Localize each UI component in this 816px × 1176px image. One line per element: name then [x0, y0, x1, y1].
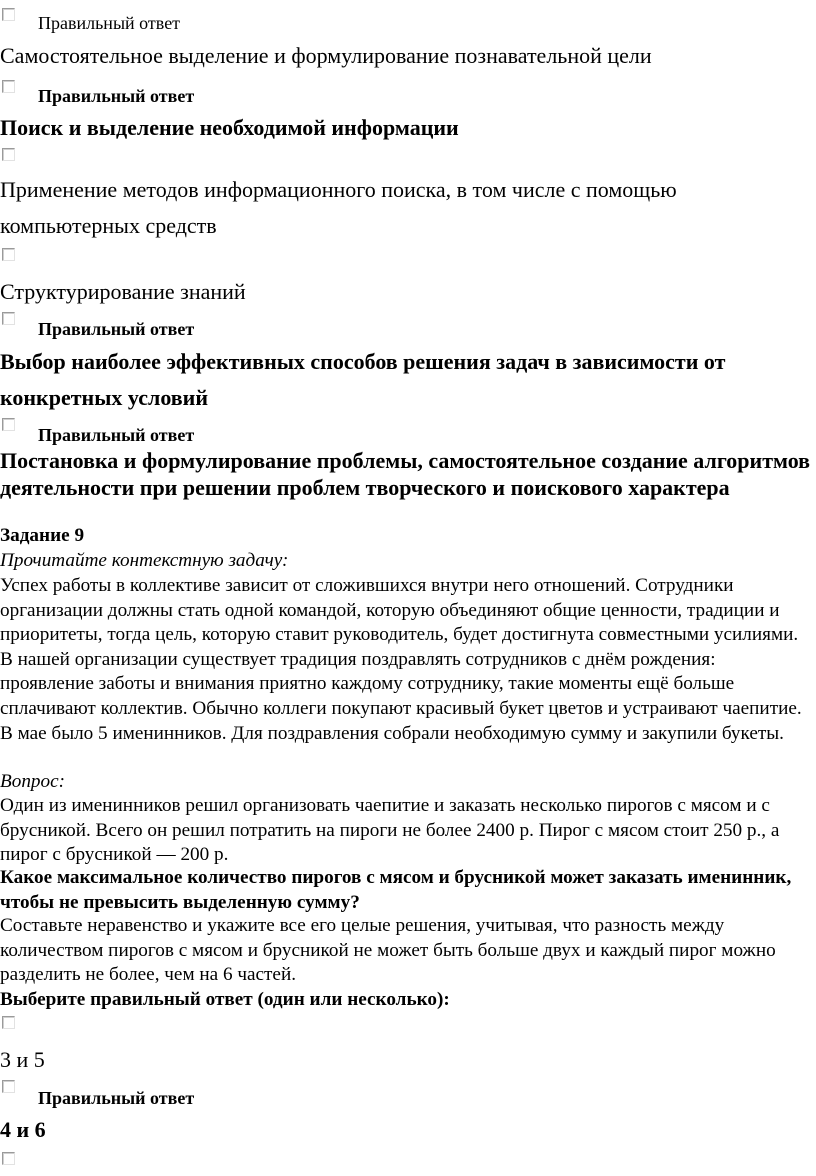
answer-option-text: Выбор наиболее эффективных способов решения задач в зависимости от конкретных условий — [0, 349, 726, 410]
choose-answer-label: Выберите правильный ответ (один или несколько): — [0, 989, 450, 1010]
correct-answer-label: Правильный ответ — [38, 86, 195, 106]
context-text: Успех работы в коллективе зависит от сложившихся внутри него отношений. Сотрудники организации должны стать одной командой, которую объединяют общие ценности, традиции и приоритеты, тогда цель, которую ставит руководитель, будет достигнута совместными усилиями. В нашей организации существует традиция поздравлять сотрудников с днём рождения: проявление заботы и внимания приятно каждому сотруднику, такие моменты ещё больше сплачивают коллектив. Обычно коллеги покупают красивый букет цветов и устраивают чаепитие. В мае было 5 именинников. Для поздравления собрали необходимую сумму и закупили букеты. — [0, 575, 802, 744]
answer-checkbox[interactable] — [2, 1016, 15, 1029]
answer-checkbox[interactable] — [2, 248, 15, 261]
task-title: Задание 9 — [0, 525, 85, 546]
answer-option-text: Постановка и формулирование проблемы, самостоятельное создание алгоритмов деятельности при решении проблем творческого и поискового характера — [0, 448, 811, 500]
answer-option-text: 4 и 6 — [0, 1117, 46, 1142]
answer-option-text: 3 и 5 — [0, 1047, 45, 1072]
instruction-text: Составьте неравенство и укажите все его целые решения, учитывая, что разность между количеством пирогов с мясом и брусникой не может быть больше двух и каждый пирог можно разделить не более, чем на 6 частей. — [0, 915, 776, 986]
correct-answer-label: Правильный ответ — [38, 425, 195, 445]
answer-checkbox[interactable] — [2, 80, 15, 93]
question-text: Один из именинников решил организовать чаепитие и заказать несколько пирогов с мясом и с брусникой. Всего он решил потратить на пироги не более 2400 р. Пирог с мясом стоит 250 р., а пирог с брусникой — 200 р. — [0, 795, 780, 866]
answer-checkbox[interactable] — [2, 418, 15, 431]
question-bold-text: Какое максимальное количество пирогов с мясом и брусникой может заказать именинник, чтобы не превысить выделенную сумму? — [0, 867, 792, 913]
question-label: Вопрос: — [0, 771, 66, 792]
answer-checkbox[interactable] — [2, 148, 15, 161]
correct-answer-label: Правильный ответ — [38, 319, 195, 339]
answer-checkbox[interactable] — [2, 1152, 15, 1165]
answer-checkbox[interactable] — [2, 1080, 15, 1093]
correct-answer-label: Правильный ответ — [38, 13, 181, 33]
answer-option-text: Структурирование знаний — [0, 279, 246, 304]
context-label: Прочитайте контекстную задачу: — [0, 550, 289, 571]
answer-checkbox[interactable] — [2, 8, 15, 21]
answer-checkbox[interactable] — [2, 312, 15, 325]
answer-option-text: Применение методов информационного поиска, в том числе с помощью компьютерных средств — [0, 177, 677, 238]
correct-answer-label: Правильный ответ — [38, 1088, 195, 1108]
answer-option-text: Самостоятельное выделение и формулирование познавательной цели — [0, 43, 652, 68]
answer-option-text: Поиск и выделение необходимой информации — [0, 115, 459, 140]
